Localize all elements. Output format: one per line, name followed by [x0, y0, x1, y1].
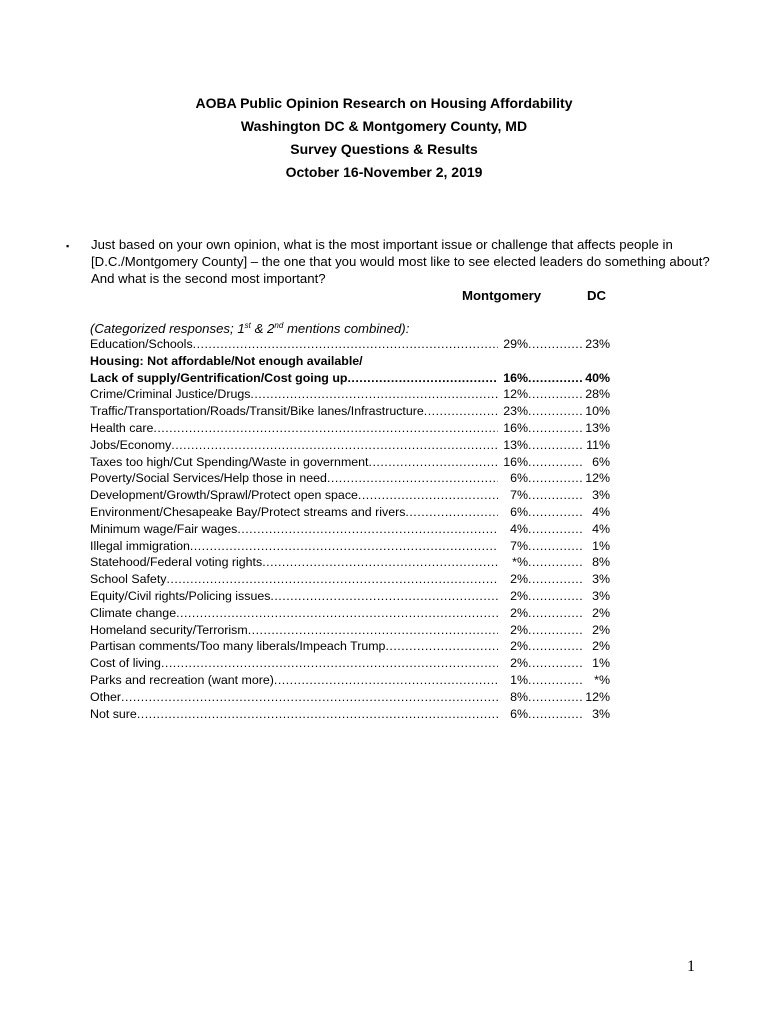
- montgomery-value: 1%: [510, 672, 528, 687]
- dot-leader: [190, 538, 498, 555]
- bullet-icon: ▪: [66, 241, 70, 251]
- result-row: [90, 521, 610, 538]
- montgomery-value: 2%: [510, 605, 528, 620]
- dot-leader: [176, 605, 498, 622]
- result-row: [90, 420, 610, 437]
- montgomery-value: 2%: [510, 572, 528, 587]
- result-label: Crime/Criminal Justice/Drugs: [90, 387, 251, 402]
- result-label: Other: [90, 689, 121, 704]
- dot-leader: [171, 437, 498, 454]
- result-row: [90, 605, 610, 622]
- montgomery-value: 12%: [503, 387, 528, 402]
- result-label: Climate change: [90, 605, 177, 620]
- result-row: [90, 588, 610, 605]
- dc-value: 10%: [585, 404, 610, 419]
- dot-leader: [369, 454, 499, 471]
- dot-leader: [528, 588, 583, 605]
- result-row: [90, 504, 610, 521]
- result-row: [90, 706, 610, 723]
- result-row: [90, 336, 610, 353]
- dc-value: 4%: [592, 504, 610, 519]
- montgomery-value: 13%: [503, 437, 528, 452]
- note-middle: & 2: [250, 321, 275, 336]
- dc-value: 2%: [592, 605, 610, 620]
- dc-value: 3%: [592, 588, 610, 603]
- page-number: 1: [687, 958, 695, 975]
- dot-leader: [528, 655, 583, 672]
- dot-leader: [528, 454, 583, 471]
- result-row: [90, 370, 610, 387]
- result-row: [90, 454, 610, 471]
- result-row: [90, 638, 610, 655]
- dot-leader: [137, 706, 498, 723]
- result-row: [90, 689, 610, 706]
- result-row: [90, 437, 610, 454]
- dot-leader: [405, 504, 498, 521]
- dot-leader: [166, 571, 498, 588]
- column-header-montgomery: Montgomery: [462, 288, 542, 303]
- dot-leader: [528, 370, 583, 387]
- result-label: Equity/Civil rights/Policing issues: [90, 588, 271, 603]
- survey-question: Just based on your own opinion, what is the most important issue or challenge that affects people in [D.C./Montgomery County] – the one that you would most like to see elected leaders do something about? And what is the second most important?: [91, 237, 710, 286]
- dot-leader: [528, 470, 583, 487]
- note-sup-1: st: [244, 321, 251, 330]
- dot-leader: [528, 638, 583, 655]
- result-row: [90, 622, 610, 639]
- dot-leader: [274, 672, 498, 689]
- dc-value: 2%: [592, 622, 610, 637]
- result-row: [90, 538, 610, 555]
- dot-leader: [270, 588, 498, 605]
- result-row-heading: Housing: Not affordable/Not enough available/: [90, 353, 363, 368]
- montgomery-value: 7%: [510, 538, 528, 553]
- dot-leader: [385, 638, 498, 655]
- dc-value: 28%: [585, 387, 610, 402]
- dot-leader: [358, 487, 498, 504]
- dot-leader: [327, 470, 498, 487]
- dc-value: 3%: [592, 706, 610, 721]
- result-label: Taxes too high/Cut Spending/Waste in government: [90, 454, 369, 469]
- dc-value: 3%: [592, 488, 610, 503]
- dot-leader: [528, 689, 583, 706]
- dot-leader: [193, 336, 498, 353]
- result-label: Statehood/Federal voting rights: [90, 555, 263, 570]
- dot-leader: [528, 521, 583, 538]
- dot-leader: [528, 605, 583, 622]
- result-row: [90, 386, 610, 403]
- montgomery-value: 23%: [503, 404, 528, 419]
- montgomery-value: 6%: [510, 706, 528, 721]
- dot-leader: [528, 420, 583, 437]
- montgomery-value: 29%: [503, 337, 528, 351]
- dot-leader: [528, 706, 583, 723]
- result-row: [90, 655, 610, 672]
- dot-leader: [121, 689, 498, 706]
- result-label: Lack of supply/Gentrification/Cost going up: [90, 370, 348, 385]
- result-label: Not sure: [90, 706, 137, 721]
- montgomery-value: 2%: [510, 588, 528, 603]
- dc-value: 13%: [585, 420, 610, 435]
- note-sup-2: nd: [274, 321, 284, 330]
- title-line-1: AOBA Public Opinion Research on Housing Affordability: [195, 95, 573, 111]
- result-label: Partisan comments/Too many liberals/Impeach Trump: [90, 639, 386, 654]
- dot-leader: [161, 655, 498, 672]
- dot-leader: [528, 538, 583, 555]
- dot-leader: [528, 437, 583, 454]
- title-line-3: Survey Questions & Results: [290, 141, 478, 157]
- dot-leader: [250, 386, 498, 403]
- document-header: [0, 92, 768, 184]
- categorized-note: [90, 320, 409, 337]
- dot-leader: [528, 622, 583, 639]
- result-label: Cost of living: [90, 656, 161, 671]
- result-row: [90, 403, 610, 420]
- dot-leader: [528, 336, 583, 353]
- note-prefix: (Categorized responses; 1: [90, 321, 245, 336]
- dc-value: *%: [594, 672, 610, 687]
- dot-leader: [528, 504, 583, 521]
- result-label: Jobs/Economy: [90, 437, 172, 452]
- results-list: [90, 336, 610, 722]
- montgomery-value: 16%: [503, 454, 528, 469]
- montgomery-value: 4%: [510, 521, 528, 536]
- montgomery-value: 6%: [510, 504, 528, 519]
- result-row: [90, 470, 610, 487]
- dot-leader: [237, 521, 498, 538]
- montgomery-value: 16%: [503, 420, 528, 435]
- dc-value: 4%: [592, 521, 610, 536]
- column-header-dc: DC: [587, 288, 607, 303]
- montgomery-value: *%: [512, 555, 528, 570]
- dc-value: 2%: [592, 639, 610, 654]
- dc-value: 23%: [585, 337, 610, 351]
- montgomery-value: 2%: [510, 622, 528, 637]
- result-row: [90, 554, 610, 571]
- dc-value: 12%: [585, 689, 610, 704]
- montgomery-value: 6%: [510, 471, 528, 486]
- note-suffix: mentions combined):: [283, 321, 410, 336]
- result-label: School Safety: [90, 572, 167, 587]
- montgomery-value: 7%: [510, 488, 528, 503]
- result-row: [90, 571, 610, 588]
- montgomery-value: 16%: [503, 370, 528, 385]
- dc-value: 6%: [592, 454, 610, 469]
- dot-leader: [153, 420, 498, 437]
- result-label: Parks and recreation (want more): [90, 672, 274, 687]
- montgomery-value: 8%: [510, 689, 528, 704]
- dc-value: 3%: [592, 572, 610, 587]
- dc-value: 11%: [586, 437, 610, 452]
- montgomery-value: 2%: [510, 639, 528, 654]
- result-label: Education/Schools: [90, 337, 193, 351]
- dot-leader: [424, 403, 498, 420]
- result-label: Illegal immigration: [90, 538, 190, 553]
- result-label: Traffic/Transportation/Roads/Transit/Bike lanes/Infrastructure: [90, 404, 424, 419]
- result-label: Minimum wage/Fair wages: [90, 521, 238, 536]
- title-line-2: Washington DC & Montgomery County, MD: [240, 118, 528, 134]
- dot-leader: [262, 554, 498, 571]
- result-label: Environment/Chesapeake Bay/Protect streams and rivers: [90, 504, 406, 519]
- title-line-4: October 16-November 2, 2019: [285, 164, 483, 180]
- dot-leader: [528, 571, 583, 588]
- result-label: Development/Growth/Sprawl/Protect open space: [90, 488, 358, 503]
- dot-leader: [528, 554, 583, 571]
- dc-value: 1%: [592, 538, 610, 553]
- dc-value: 40%: [585, 370, 610, 385]
- dc-value: 12%: [585, 471, 610, 486]
- dc-value: 1%: [592, 656, 610, 671]
- dc-value: 8%: [592, 555, 610, 570]
- result-label: Poverty/Social Services/Help those in need: [90, 471, 327, 486]
- result-row: [90, 672, 610, 689]
- dot-leader: [528, 386, 583, 403]
- dot-leader: [528, 672, 583, 689]
- dot-leader: [528, 487, 583, 504]
- result-label: Homeland security/Terrorism: [90, 622, 248, 637]
- result-label: Health care: [90, 420, 154, 435]
- dot-leader: [528, 403, 583, 420]
- montgomery-value: 2%: [510, 656, 528, 671]
- dot-leader: [248, 622, 498, 639]
- dot-leader: [347, 370, 498, 387]
- result-row: [90, 487, 610, 504]
